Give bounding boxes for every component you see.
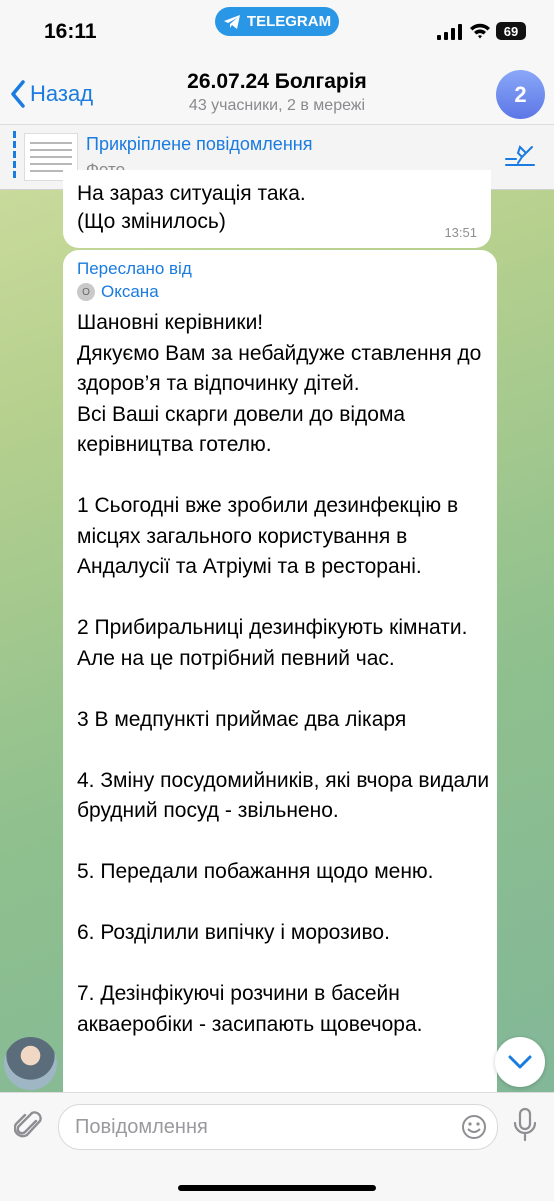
user-avatar[interactable] bbox=[4, 1037, 57, 1090]
group-avatar[interactable]: 2 bbox=[496, 70, 545, 119]
status-bar bbox=[0, 0, 554, 62]
pinned-title: Прикріплене повідомлення bbox=[86, 134, 313, 154]
battery-indicator: 69 bbox=[496, 22, 526, 40]
forwarded-message-bubble[interactable] bbox=[63, 250, 497, 1120]
signal-icon bbox=[437, 24, 463, 40]
message-bubble[interactable] bbox=[63, 170, 491, 248]
chat-header bbox=[0, 62, 554, 124]
microphone-icon[interactable] bbox=[512, 1107, 538, 1143]
home-indicator bbox=[178, 1185, 376, 1191]
message-input-placeholder: Повідомлення bbox=[75, 1116, 208, 1138]
pin-icon[interactable] bbox=[504, 143, 536, 169]
forwarded-label: Переслано від bbox=[77, 259, 192, 278]
back-label: Назад bbox=[30, 81, 94, 106]
message-input[interactable] bbox=[58, 1104, 498, 1150]
telegram-icon bbox=[223, 14, 241, 30]
scroll-down-button[interactable] bbox=[495, 1037, 545, 1087]
message-text: На зараз ситуація така. (Що змінилось) bbox=[77, 182, 306, 233]
forwarded-from[interactable] bbox=[77, 282, 159, 302]
pinned-indicator bbox=[13, 131, 16, 181]
chat-subtitle: 43 учасники, 2 в мережі bbox=[188, 97, 366, 114]
chat-title[interactable]: 26.07.24 Болгарія bbox=[187, 70, 367, 93]
paperclip-icon[interactable] bbox=[14, 1109, 44, 1143]
composer-bar bbox=[0, 1092, 554, 1201]
telegram-pill[interactable] bbox=[215, 7, 339, 36]
emoji-icon[interactable] bbox=[461, 1114, 487, 1140]
sender-avatar: О bbox=[77, 283, 95, 301]
telegram-pill-label: TELEGRAM bbox=[246, 13, 332, 30]
message-time: 13:51 bbox=[444, 225, 477, 240]
wifi-icon bbox=[469, 22, 491, 39]
status-time: 16:11 bbox=[44, 20, 97, 43]
chevron-down-icon bbox=[507, 1054, 533, 1070]
sender-name: Оксана bbox=[101, 282, 159, 301]
message-text: Шановні керівники! Дякуємо Вам за небайдуже ставлення до здоров’я та відпочинку дітей. Всі Ваші скарги довели до відома керівництва готелю. 1 Сьогодні вже зробили дезинфекцію в місцях загального користування в Андалусії та Атріумі та в ресторані. 2 Прибиральниці дезинфікують кімнати. Але на це потрібний певний час. 3 В медпункті приймає два лікаря 4. Зміну посудомийників, які вчора видали брудний посуд - звільнено. 5. Передали побажання щодо меню. 6. Розділили випічку і морозиво. 7. Дезінфікуючі розчини в басейн акваеробіки - засипають щовечора. bbox=[77, 311, 490, 1036]
